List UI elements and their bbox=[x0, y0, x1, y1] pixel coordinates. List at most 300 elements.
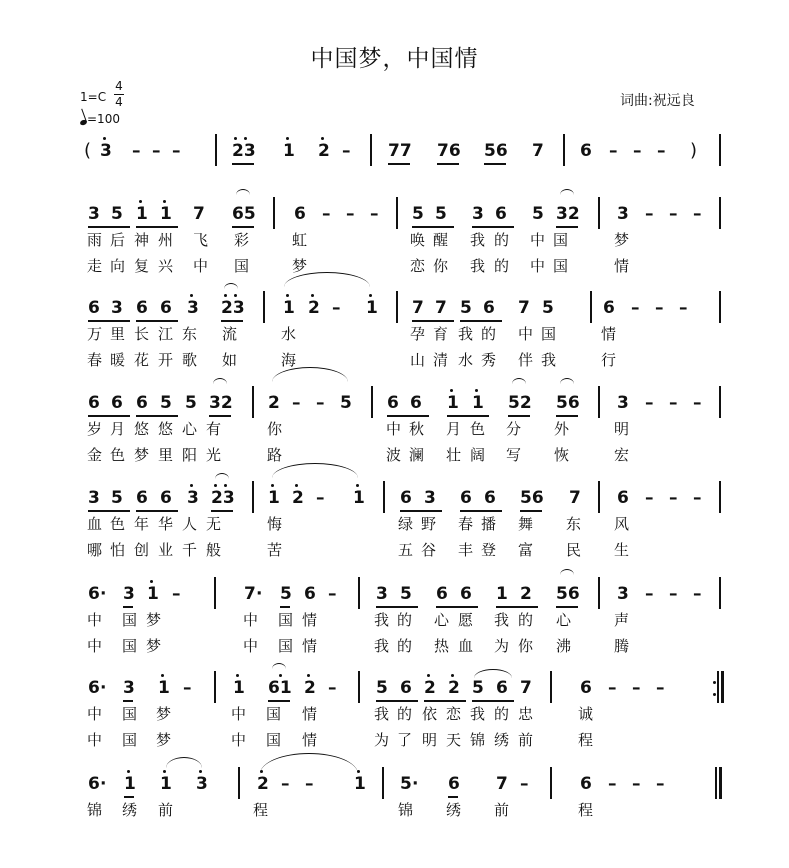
barline bbox=[550, 671, 552, 703]
lyric-verse-1: 人 bbox=[182, 515, 198, 533]
note: 6 bbox=[496, 678, 508, 698]
underline-beam bbox=[136, 510, 178, 512]
lyric-verse-1: 的 bbox=[397, 705, 413, 723]
dash-extension: – bbox=[679, 298, 688, 318]
note: 1 bbox=[147, 584, 159, 604]
augmentation-dot: · bbox=[100, 584, 107, 604]
dash-extension: – bbox=[132, 141, 141, 161]
lyric-verse-1: 前 bbox=[158, 801, 174, 819]
underline-beam bbox=[232, 163, 254, 165]
dash-extension: – bbox=[342, 141, 351, 161]
lyric-verse-1: 中 bbox=[231, 705, 247, 723]
note: 1 bbox=[447, 393, 459, 413]
note: 7 bbox=[496, 774, 508, 794]
dash-extension: – bbox=[633, 141, 642, 161]
lyric-verse-2: 情 bbox=[302, 637, 318, 655]
octave-dot-above bbox=[475, 389, 478, 392]
lyric-verse-1: 程 bbox=[578, 801, 594, 819]
note: 5 bbox=[435, 204, 447, 224]
lyric-verse-2: 走 bbox=[87, 257, 103, 275]
lyric-verse-1: 锦 bbox=[87, 801, 103, 819]
note: 6 bbox=[448, 774, 460, 794]
underline-beam bbox=[88, 226, 130, 228]
lyric-verse-2: 国 bbox=[122, 637, 138, 655]
lyric-verse-1: 依 bbox=[422, 705, 438, 723]
underline-beam bbox=[136, 226, 178, 228]
lyric-verse-1: 里 bbox=[110, 325, 126, 343]
dash-extension: – bbox=[645, 393, 654, 413]
barline bbox=[719, 386, 721, 418]
dash-extension: – bbox=[645, 584, 654, 604]
lyric-verse-2: 花 bbox=[134, 351, 150, 369]
octave-dot-above bbox=[279, 674, 282, 677]
note: 2 bbox=[304, 678, 316, 698]
time-signature-bottom: 4 bbox=[115, 95, 123, 109]
note: 1 bbox=[283, 298, 295, 318]
note: 6 bbox=[460, 488, 472, 508]
underline-beam bbox=[412, 226, 454, 228]
lyric-verse-1: 中 bbox=[386, 420, 402, 438]
lyric-verse-2: 开 bbox=[158, 351, 174, 369]
note: 2 bbox=[520, 584, 532, 604]
note: 1 bbox=[472, 393, 484, 413]
lyric-verse-2: 向 bbox=[110, 257, 126, 275]
lyric-verse-1: 我 bbox=[494, 611, 510, 629]
note: 3 bbox=[196, 774, 208, 794]
barline bbox=[382, 767, 384, 799]
lyric-verse-2: 情 bbox=[614, 257, 630, 275]
note: 5 bbox=[460, 298, 472, 318]
dash-extension: – bbox=[656, 774, 665, 794]
note: 6 bbox=[436, 584, 448, 604]
lyric-verse-1: 万 bbox=[87, 325, 103, 343]
underline-beam bbox=[460, 510, 502, 512]
octave-dot-above bbox=[271, 484, 274, 487]
octave-dot-above bbox=[356, 484, 359, 487]
lyric-verse-1: 情 bbox=[601, 325, 617, 343]
lyric-verse-2: 梦 bbox=[134, 446, 150, 464]
lyric-verse-2: 中 bbox=[231, 731, 247, 749]
lyric-verse-2: 你 bbox=[518, 637, 534, 655]
underline-beam bbox=[88, 320, 130, 322]
octave-dot-above bbox=[311, 294, 314, 297]
lyric-verse-1: 绣 bbox=[446, 801, 462, 819]
time-signature-top: 4 bbox=[115, 79, 123, 93]
note: 5 bbox=[542, 298, 554, 318]
lyric-verse-1: 流 bbox=[222, 325, 238, 343]
lyric-verse-1: 的 bbox=[518, 611, 534, 629]
note: 32 bbox=[556, 204, 580, 224]
lyric-verse-1: 中 bbox=[243, 611, 259, 629]
lyric-verse-2: 复 bbox=[134, 257, 150, 275]
lyric-verse-2: 我 bbox=[374, 637, 390, 655]
octave-dot-above bbox=[161, 674, 164, 677]
underline-beam bbox=[424, 700, 466, 702]
dash-extension: – bbox=[645, 204, 654, 224]
note: 1 bbox=[354, 774, 366, 794]
lyric-verse-1: 中 bbox=[87, 611, 103, 629]
underline-beam bbox=[400, 510, 442, 512]
lyric-verse-1: 月 bbox=[446, 420, 462, 438]
dash-extension: – bbox=[693, 393, 702, 413]
octave-dot-above bbox=[286, 294, 289, 297]
lyric-verse-1: 分 bbox=[506, 420, 522, 438]
underline-beam bbox=[88, 415, 130, 417]
note: 7 bbox=[520, 678, 532, 698]
underline-beam bbox=[556, 606, 578, 608]
note: 6 bbox=[387, 393, 399, 413]
underline-beam bbox=[376, 700, 418, 702]
octave-dot-above bbox=[369, 294, 372, 297]
lyric-verse-1: 彩 bbox=[234, 231, 250, 249]
note: 1 bbox=[353, 488, 365, 508]
lyric-verse-2: 壮 bbox=[446, 446, 462, 464]
lyric-verse-1: 忠 bbox=[518, 705, 534, 723]
lyric-verse-2: 情 bbox=[302, 731, 318, 749]
lyric-verse-1: 前 bbox=[494, 801, 510, 819]
barline bbox=[715, 767, 717, 799]
lyric-verse-1: 长 bbox=[134, 325, 150, 343]
dash-extension: – bbox=[292, 393, 301, 413]
lyric-verse-2: 天 bbox=[446, 731, 462, 749]
underline-beam bbox=[448, 796, 458, 798]
lyric-verse-1: 东 bbox=[566, 515, 582, 533]
underline-beam bbox=[280, 606, 290, 608]
lyric-verse-2: 程 bbox=[578, 731, 594, 749]
barline bbox=[550, 767, 552, 799]
underline-beam bbox=[387, 415, 429, 417]
lyric-verse-1: 血 bbox=[87, 515, 103, 533]
lyric-verse-1: 诚 bbox=[578, 705, 594, 723]
slur-arc bbox=[560, 569, 574, 575]
note: 23 bbox=[221, 298, 245, 318]
note: 3 bbox=[111, 298, 123, 318]
underline-beam bbox=[123, 700, 133, 702]
octave-dot-above bbox=[199, 770, 202, 773]
lyric-verse-2: 锦 bbox=[470, 731, 486, 749]
lyric-verse-1: 的 bbox=[494, 705, 510, 723]
lyric-verse-1: 中 bbox=[530, 231, 546, 249]
underline-beam bbox=[460, 320, 502, 322]
dash-extension: – bbox=[632, 774, 641, 794]
note: 3 bbox=[617, 584, 629, 604]
note: 5 bbox=[111, 488, 123, 508]
lyric-verse-1: 东 bbox=[182, 325, 198, 343]
underline-beam bbox=[472, 226, 514, 228]
lyric-verse-2: 创 bbox=[134, 541, 150, 559]
lyric-verse-1: 悠 bbox=[134, 420, 150, 438]
lyric-verse-1: 梦 bbox=[614, 231, 630, 249]
dash-extension: – bbox=[370, 204, 379, 224]
barline bbox=[590, 291, 592, 323]
note: 3 bbox=[424, 488, 436, 508]
octave-dot-above bbox=[234, 294, 237, 297]
lyric-verse-2: 哪 bbox=[87, 541, 103, 559]
augmentation-dot: · bbox=[412, 774, 419, 794]
lyric-verse-2: 兴 bbox=[158, 257, 174, 275]
underline-beam bbox=[211, 510, 233, 512]
dash-extension: – bbox=[632, 678, 641, 698]
note: 6 bbox=[136, 298, 148, 318]
lyric-verse-1: 中 bbox=[518, 325, 534, 343]
dash-extension: – bbox=[669, 584, 678, 604]
lyric-verse-1: 神 bbox=[134, 231, 150, 249]
lyric-verse-1: 国 bbox=[266, 705, 282, 723]
lyric-verse-1: 心 bbox=[434, 611, 450, 629]
lyric-verse-1: 情 bbox=[302, 705, 318, 723]
lyric-verse-2: 梦 bbox=[156, 731, 172, 749]
barline bbox=[371, 386, 373, 418]
note: 3 bbox=[187, 298, 199, 318]
note: 1 bbox=[268, 488, 280, 508]
lyric-verse-1: 国 bbox=[541, 325, 557, 343]
lyric-verse-1: 的 bbox=[481, 325, 497, 343]
barline bbox=[563, 134, 565, 166]
slur-arc bbox=[260, 753, 358, 774]
barline bbox=[717, 671, 719, 703]
lyric-verse-1: 虹 bbox=[292, 231, 308, 249]
dash-extension: – bbox=[152, 141, 161, 161]
slur-arc bbox=[236, 189, 250, 195]
barline bbox=[252, 386, 254, 418]
barline bbox=[719, 577, 721, 609]
underline-beam bbox=[436, 606, 478, 608]
underline-beam bbox=[496, 606, 538, 608]
note: 7 bbox=[193, 204, 205, 224]
lyric-verse-1: 雨 bbox=[87, 231, 103, 249]
note: 6 bbox=[603, 298, 615, 318]
slur-arc bbox=[560, 189, 574, 195]
lyric-verse-2: 登 bbox=[481, 541, 497, 559]
underline-beam bbox=[520, 510, 542, 512]
octave-dot-above bbox=[190, 484, 193, 487]
lyric-verse-1: 后 bbox=[110, 231, 126, 249]
octave-dot-above bbox=[224, 484, 227, 487]
note: 6 bbox=[136, 393, 148, 413]
note: 3 bbox=[123, 584, 135, 604]
open-paren: ( bbox=[84, 140, 92, 161]
octave-dot-above bbox=[321, 137, 324, 140]
lyric-verse-2: 光 bbox=[206, 446, 222, 464]
lyric-verse-1: 色 bbox=[470, 420, 486, 438]
barline bbox=[396, 197, 398, 229]
note: 3 bbox=[187, 488, 199, 508]
lyric-verse-1: 舞 bbox=[518, 515, 534, 533]
lyric-verse-1: 恋 bbox=[446, 705, 462, 723]
note: 6 bbox=[483, 298, 495, 318]
close-paren: ) bbox=[690, 140, 698, 161]
barline bbox=[721, 671, 724, 703]
author-credit: 词曲:祝远良 bbox=[620, 93, 695, 109]
barline bbox=[719, 481, 721, 513]
lyric-verse-1: 月 bbox=[110, 420, 126, 438]
lyric-verse-2: 里 bbox=[158, 446, 174, 464]
lyric-verse-1: 水 bbox=[281, 325, 297, 343]
barline bbox=[358, 577, 360, 609]
lyric-verse-2: 宏 bbox=[614, 446, 630, 464]
lyric-verse-1: 国 bbox=[122, 611, 138, 629]
dash-extension: – bbox=[645, 488, 654, 508]
lyric-verse-1: 有 bbox=[206, 420, 222, 438]
page-title: 中国梦，中国情 bbox=[310, 46, 479, 72]
barline bbox=[598, 197, 600, 229]
note: 3 bbox=[100, 141, 112, 161]
note: 3 bbox=[617, 393, 629, 413]
lyric-verse-1: 华 bbox=[158, 515, 174, 533]
note: 6 bbox=[580, 678, 592, 698]
dash-extension: – bbox=[316, 488, 325, 508]
underline-beam bbox=[268, 700, 290, 702]
lyric-verse-2: 的 bbox=[397, 637, 413, 655]
note: 1 bbox=[366, 298, 378, 318]
slur-arc bbox=[213, 378, 227, 384]
lyric-verse-1: 我 bbox=[374, 705, 390, 723]
lyric-verse-1: 情 bbox=[302, 611, 318, 629]
lyric-verse-1: 国 bbox=[122, 705, 138, 723]
underline-beam bbox=[124, 796, 134, 798]
lyric-verse-2: 沸 bbox=[556, 637, 572, 655]
lyric-verse-2: 中 bbox=[193, 257, 209, 275]
lyric-verse-2: 金 bbox=[87, 446, 103, 464]
augmentation-dot: · bbox=[256, 584, 263, 604]
octave-dot-above bbox=[150, 580, 153, 583]
note: 32 bbox=[209, 393, 233, 413]
slur-arc bbox=[474, 669, 512, 678]
note: 5 bbox=[185, 393, 197, 413]
dash-extension: – bbox=[332, 298, 341, 318]
underline-beam bbox=[376, 606, 418, 608]
note: 56 bbox=[520, 488, 544, 508]
octave-dot-above bbox=[307, 674, 310, 677]
repeat-dot bbox=[713, 681, 716, 684]
lyric-verse-1: 我 bbox=[470, 705, 486, 723]
note: 7 bbox=[244, 584, 256, 604]
key-signature: 1=C bbox=[80, 90, 107, 104]
note: 1 bbox=[124, 774, 136, 794]
dash-extension: – bbox=[520, 774, 529, 794]
note: 5 bbox=[412, 204, 424, 224]
lyric-verse-1: 梦 bbox=[146, 611, 162, 629]
lyric-verse-1: 心 bbox=[182, 420, 198, 438]
underline-beam bbox=[412, 320, 454, 322]
note: 6 bbox=[495, 204, 507, 224]
lyric-verse-2: 千 bbox=[182, 541, 198, 559]
octave-dot-above bbox=[127, 770, 130, 773]
dash-extension: – bbox=[172, 584, 181, 604]
note: 6 bbox=[460, 584, 472, 604]
lyric-verse-2: 路 bbox=[267, 446, 283, 464]
lyric-verse-2: 为 bbox=[374, 731, 390, 749]
note: 3 bbox=[123, 678, 135, 698]
lyric-verse-2: 澜 bbox=[409, 446, 425, 464]
note: 6 bbox=[111, 393, 123, 413]
note: 3 bbox=[617, 204, 629, 224]
barline bbox=[238, 767, 240, 799]
note: 2 bbox=[257, 774, 269, 794]
lyric-verse-1: 悠 bbox=[158, 420, 174, 438]
slur-arc bbox=[560, 378, 574, 384]
lyric-verse-2: 为 bbox=[494, 637, 510, 655]
lyric-verse-2: 业 bbox=[158, 541, 174, 559]
note: 6 bbox=[580, 141, 592, 161]
note: 6 bbox=[136, 488, 148, 508]
note: 5 bbox=[400, 774, 412, 794]
dash-extension: – bbox=[669, 204, 678, 224]
lyric-verse-2: 色 bbox=[110, 446, 126, 464]
lyric-verse-1: 国 bbox=[553, 231, 569, 249]
lyric-verse-2: 国 bbox=[122, 731, 138, 749]
note: 23 bbox=[211, 488, 235, 508]
note: 7 bbox=[569, 488, 581, 508]
note: 2 bbox=[318, 141, 330, 161]
underline-beam bbox=[447, 415, 489, 417]
dash-extension: – bbox=[328, 678, 337, 698]
note: 77 bbox=[388, 141, 412, 161]
note: 6 bbox=[160, 488, 172, 508]
octave-dot-above bbox=[234, 137, 237, 140]
dash-extension: – bbox=[693, 204, 702, 224]
dash-extension: – bbox=[316, 393, 325, 413]
note: 6 bbox=[294, 204, 306, 224]
lyric-verse-1: 醒 bbox=[433, 231, 449, 249]
note: 5 bbox=[280, 584, 292, 604]
lyric-verse-2: 国 bbox=[553, 257, 569, 275]
lyric-verse-2: 春 bbox=[87, 351, 103, 369]
underline-beam bbox=[209, 415, 231, 417]
octave-dot-above bbox=[286, 137, 289, 140]
lyric-verse-1: 野 bbox=[421, 515, 437, 533]
lyric-verse-1: 绿 bbox=[398, 515, 414, 533]
lyric-verse-2: 歌 bbox=[182, 351, 198, 369]
underline-beam bbox=[136, 415, 178, 417]
lyric-verse-2: 民 bbox=[566, 541, 582, 559]
lyric-verse-1: 你 bbox=[267, 420, 283, 438]
time-signature bbox=[114, 80, 124, 109]
slur-arc bbox=[215, 473, 229, 479]
octave-dot-above bbox=[244, 137, 247, 140]
barline bbox=[598, 481, 600, 513]
lyric-verse-2: 腾 bbox=[614, 637, 630, 655]
lyric-verse-2: 前 bbox=[518, 731, 534, 749]
lyric-verse-2: 恋 bbox=[410, 257, 426, 275]
lyric-verse-1: 外 bbox=[554, 420, 570, 438]
lyric-verse-2: 富 bbox=[518, 541, 534, 559]
augmentation-dot: · bbox=[100, 774, 107, 794]
lyric-verse-1: 江 bbox=[158, 325, 174, 343]
repeat-dot bbox=[713, 693, 716, 696]
lyric-verse-2: 清 bbox=[433, 351, 449, 369]
underline-beam bbox=[556, 415, 578, 417]
lyric-verse-1: 明 bbox=[614, 420, 630, 438]
barline bbox=[215, 134, 217, 166]
lyric-verse-2: 了 bbox=[397, 731, 413, 749]
lyric-verse-2: 谷 bbox=[421, 541, 437, 559]
note: 7 bbox=[435, 298, 447, 318]
octave-dot-above bbox=[139, 200, 142, 203]
tempo-marking bbox=[80, 112, 120, 126]
lyric-verse-2: 热 bbox=[434, 637, 450, 655]
note: 52 bbox=[508, 393, 532, 413]
lyric-verse-2: 国 bbox=[266, 731, 282, 749]
dash-extension: – bbox=[669, 393, 678, 413]
note: 2 bbox=[424, 678, 436, 698]
barline bbox=[383, 481, 385, 513]
lyric-verse-2: 绣 bbox=[494, 731, 510, 749]
note: 3 bbox=[88, 204, 100, 224]
lyric-verse-1: 岁 bbox=[87, 420, 103, 438]
lyric-verse-2: 梦 bbox=[146, 637, 162, 655]
dash-extension: – bbox=[669, 488, 678, 508]
